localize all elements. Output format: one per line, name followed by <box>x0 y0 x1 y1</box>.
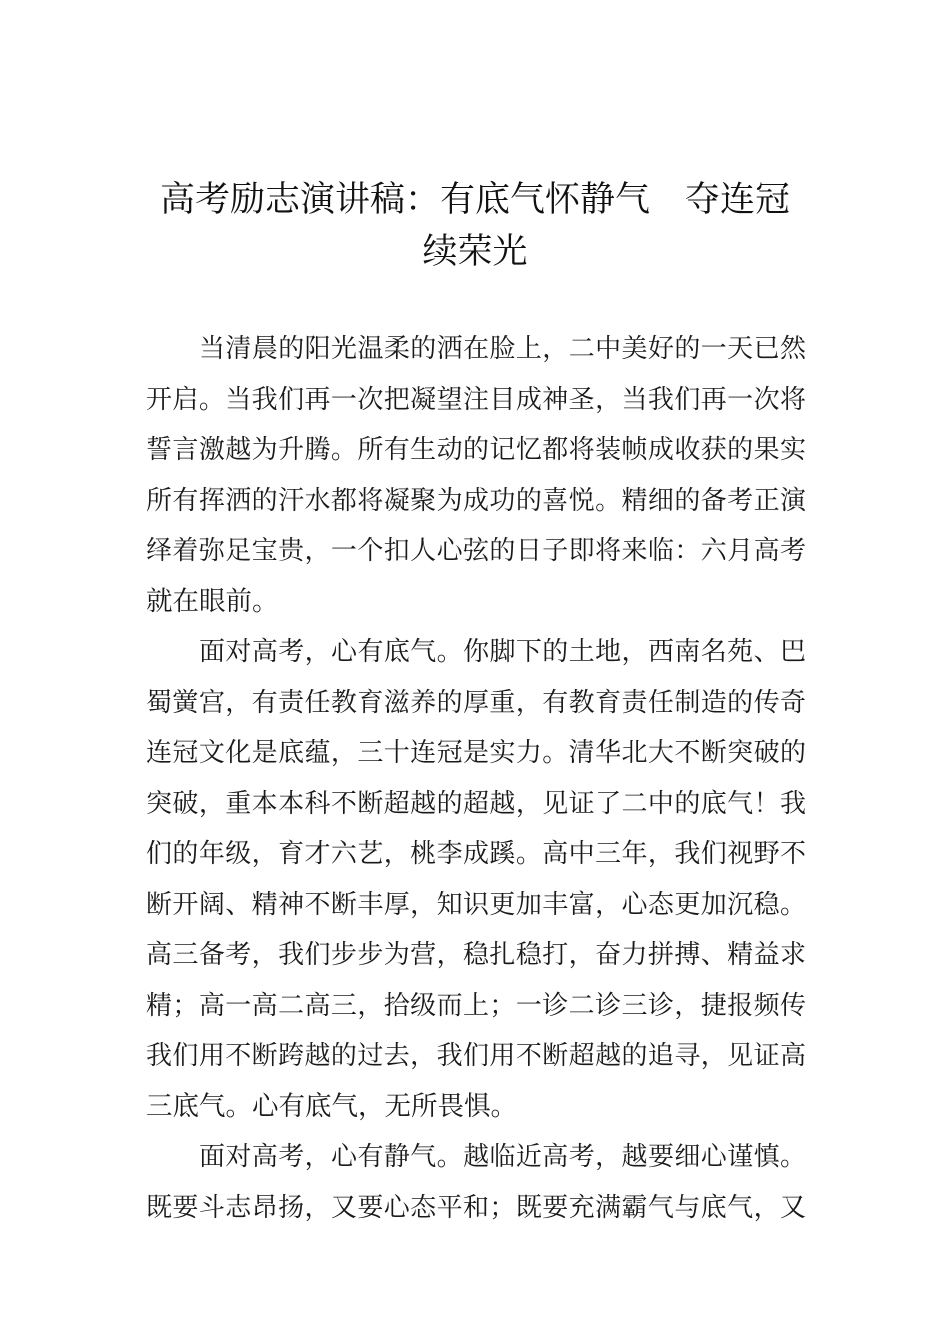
title-line-2: 续荣光 <box>422 232 528 272</box>
title-line-1: 高考励志演讲稿：有底气怀静气 夺连冠 <box>159 180 790 220</box>
paragraph-3 <box>146 1132 806 1233</box>
document-title <box>140 174 810 278</box>
paragraph-line: 蜀黉宫，有责任教育滋养的厚重，有教育责任制造的传奇 <box>146 687 806 718</box>
paragraph-line: 所有挥洒的汗水都将凝聚为成功的喜悦。精细的备考正演 <box>146 485 806 516</box>
paragraph-line: 誓言激越为升腾。所有生动的记忆都将装帧成收获的果实 <box>146 435 806 465</box>
paragraph-line: 高三备考，我们步步为营，稳扎稳打，奋力拼搏、精益求 <box>146 940 806 970</box>
paragraph-line: 们的年级，育才六艺，桃李成蹊。高中三年，我们视野不 <box>146 839 806 869</box>
paragraph-line: 我们用不断跨越的过去，我们用不断超越的追寻，见证高 <box>146 1041 806 1071</box>
paragraph-1 <box>146 324 806 627</box>
document-body <box>146 324 806 1233</box>
paragraph-line: 连冠文化是底蕴，三十连冠是实力。清华北大不断突破的 <box>146 738 806 768</box>
paragraph-line: 三底气。心有底气，无所畏惧。 <box>146 1090 517 1122</box>
paragraph-line: 面对高考，心有静气。越临近高考，越要细心谨慎。 <box>199 1142 806 1172</box>
paragraph-line: 突破，重本本科不断超越的超越，见证了二中的底气！我 <box>146 788 806 819</box>
paragraph-line: 当清晨的阳光温柔的洒在脸上，二中美好的一天已然 <box>199 334 806 364</box>
paragraph-line: 精；高一高二高三，拾级而上；一诊二诊三诊，捷报频传 <box>146 990 806 1021</box>
paragraph-line: 开启。当我们再一次把凝望注目成神圣，当我们再一次将 <box>146 384 806 415</box>
paragraph-line: 就在眼前。 <box>146 585 279 617</box>
paragraph-line: 既要斗志昂扬，又要心态平和；既要充满霸气与底气，又 <box>146 1192 806 1223</box>
paragraph-line: 面对高考，心有底气。你脚下的土地，西南名苑、巴 <box>199 637 806 667</box>
paragraph-line: 绎着弥足宝贵，一个扣人心弦的日子即将来临：六月高考 <box>146 536 806 566</box>
paragraph-line: 断开阔、精神不断丰厚，知识更加丰富，心态更加沉稳。 <box>146 889 806 920</box>
paragraph-2 <box>146 627 806 1132</box>
